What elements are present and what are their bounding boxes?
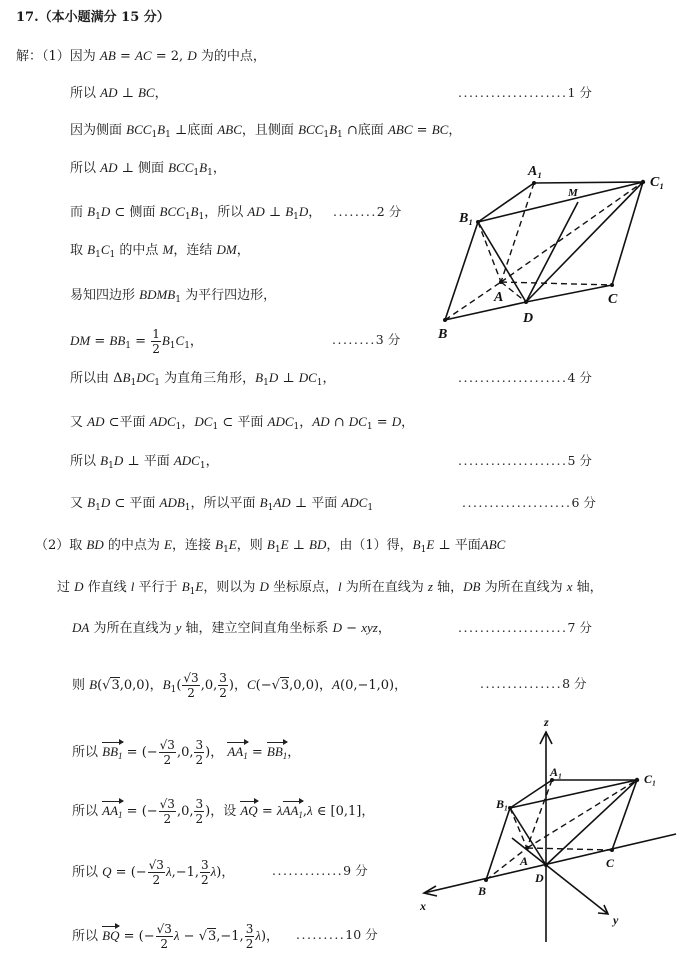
score-1: ....................1 分 <box>458 85 592 100</box>
score-3: ........3 分 <box>332 332 401 347</box>
label-B: B <box>478 884 487 898</box>
axis-label-y: y <box>613 913 619 927</box>
solution-line-10: 又 AD ⊂平面 $ADC_1$，$DC_1$ ⊂ 平面 $ADC_1$，AD ∩ $DC_1 = D$， <box>70 414 415 432</box>
part2-line-4: 则 B(√3,0,0)，$B_1$( $\frac{√3}{2}$ ,0, $\frac{3}{2}$ )，C(−√3,0,0)，A(0,−1,0)， <box>72 671 408 700</box>
solution-line-7: 易知四边形 $BDMB_1$ 为平行四边形， <box>70 287 277 305</box>
solution-line-2: 所以 AD ⊥ BC， <box>70 85 168 101</box>
label-D: D <box>535 871 544 885</box>
score-7: ....................7 分 <box>458 620 592 635</box>
label-M: M <box>568 187 578 199</box>
solution-line-8: DM = $BB_1$ = $\frac{1}{2}$ $B_1C_1$， <box>70 327 203 356</box>
part2-line-5: 所以 $BB_1$ = (− $\frac{√3}{2}$ ,0, $\frac{3}{2}$ )， $AA_1 = BB_1$， <box>72 738 301 767</box>
score-8: ...............8 分 <box>480 676 587 691</box>
label-B1: B₁ <box>459 211 474 226</box>
solution-prefix: 解：（1） <box>16 49 70 64</box>
label-C: C <box>606 856 615 870</box>
label-B: B <box>438 327 448 340</box>
part2-line-6: 所以 $AA_1$ = (− $\frac{√3}{2}$ ,0, $\frac{3}{2}$ )，设 AQ = λAA$_1$,λ ∈ [0,1]， <box>72 797 375 826</box>
prism-figure <box>430 160 692 340</box>
score-9: .............9 分 <box>272 863 368 878</box>
label-C1: C₁ <box>650 175 665 190</box>
label-A: A <box>520 854 529 868</box>
label-C1: C₁ <box>644 772 657 786</box>
score-2: ........2 分 <box>333 204 402 219</box>
axis-label-z: z <box>544 715 549 729</box>
solution-line-9: 所以由 $\Delta B_1DC_1$ 为直角三角形，$B_1D$ ⊥ $DC_1$， <box>70 370 336 388</box>
score-5: ....................5 分 <box>458 453 592 468</box>
label-A1: A₁ <box>550 765 563 779</box>
score-10: .........10 分 <box>296 927 378 942</box>
part2-line-8: 所以 BQ = (− $\frac{√3}{2}$ λ − √3,−1, $\frac{3}{2}$ λ)， <box>72 922 280 951</box>
solution-line-6: 取 $B_1C_1$ 的中点 M，连结 DM， <box>70 242 250 260</box>
solution-line-5: 而 $B_1D$ ⊂ 侧面 $BCC_1B_1$，所以 AD ⊥ $B_1D$， <box>70 204 322 222</box>
label-C: C <box>608 292 618 307</box>
score-6: ....................6 分 <box>462 495 596 510</box>
score-4: ....................4 分 <box>458 370 592 385</box>
solution-line-11: 所以 $B_1D$ ⊥ 平面 $ADC_1$， <box>70 453 219 471</box>
solution-line-4: 所以 AD ⊥ 侧面 $BCC_1B_1$， <box>70 160 226 178</box>
problem-title: 17.（本小题满分 15 分） <box>16 10 170 25</box>
solution-line-3: 因为侧面 $BCC_1B_1$ ⊥底面 ABC，且侧面 $BCC_1B_1$ ∩底面 ABC = BC， <box>70 122 462 140</box>
label-B1: B₁ <box>496 797 509 811</box>
axis-label-x: x <box>420 899 426 913</box>
label-D: D <box>523 311 534 326</box>
part2-line-3: DA 为所在直线为 y 轴，建立空间直角坐标系 D − xyz， <box>72 620 391 636</box>
solution-line-12: 又 $B_1D$ ⊂ 平面 $ADB_1$，所以平面 $B_1AD$ ⊥ 平面 $ADC_1$ <box>70 495 374 513</box>
part2-line-1: （2）取 BD 的中点为 E，连接 $B_1E$，则 $B_1E$ ⊥ BD，由（1）得，$B_1E$ ⊥ 平面ABC <box>35 537 506 555</box>
coordinate-figure <box>420 710 692 954</box>
label-A1: A₁ <box>528 164 543 179</box>
solution-line-1: 解：（1）因为 AB = AC = 2, D 为的中点， <box>16 48 266 64</box>
part2-line-2: 过 D 作直线 l 平行于 $B_1E$，则以为 D 坐标原点，l 为所在直线为 z 轴，DB 为所在直线为 x 轴， <box>57 579 603 597</box>
part2-line-7: 所以 Q = (− $\frac{√3}{2}$ λ,−1, $\frac{3}{2}$ λ)， <box>72 858 235 887</box>
label-A: A <box>494 290 504 305</box>
